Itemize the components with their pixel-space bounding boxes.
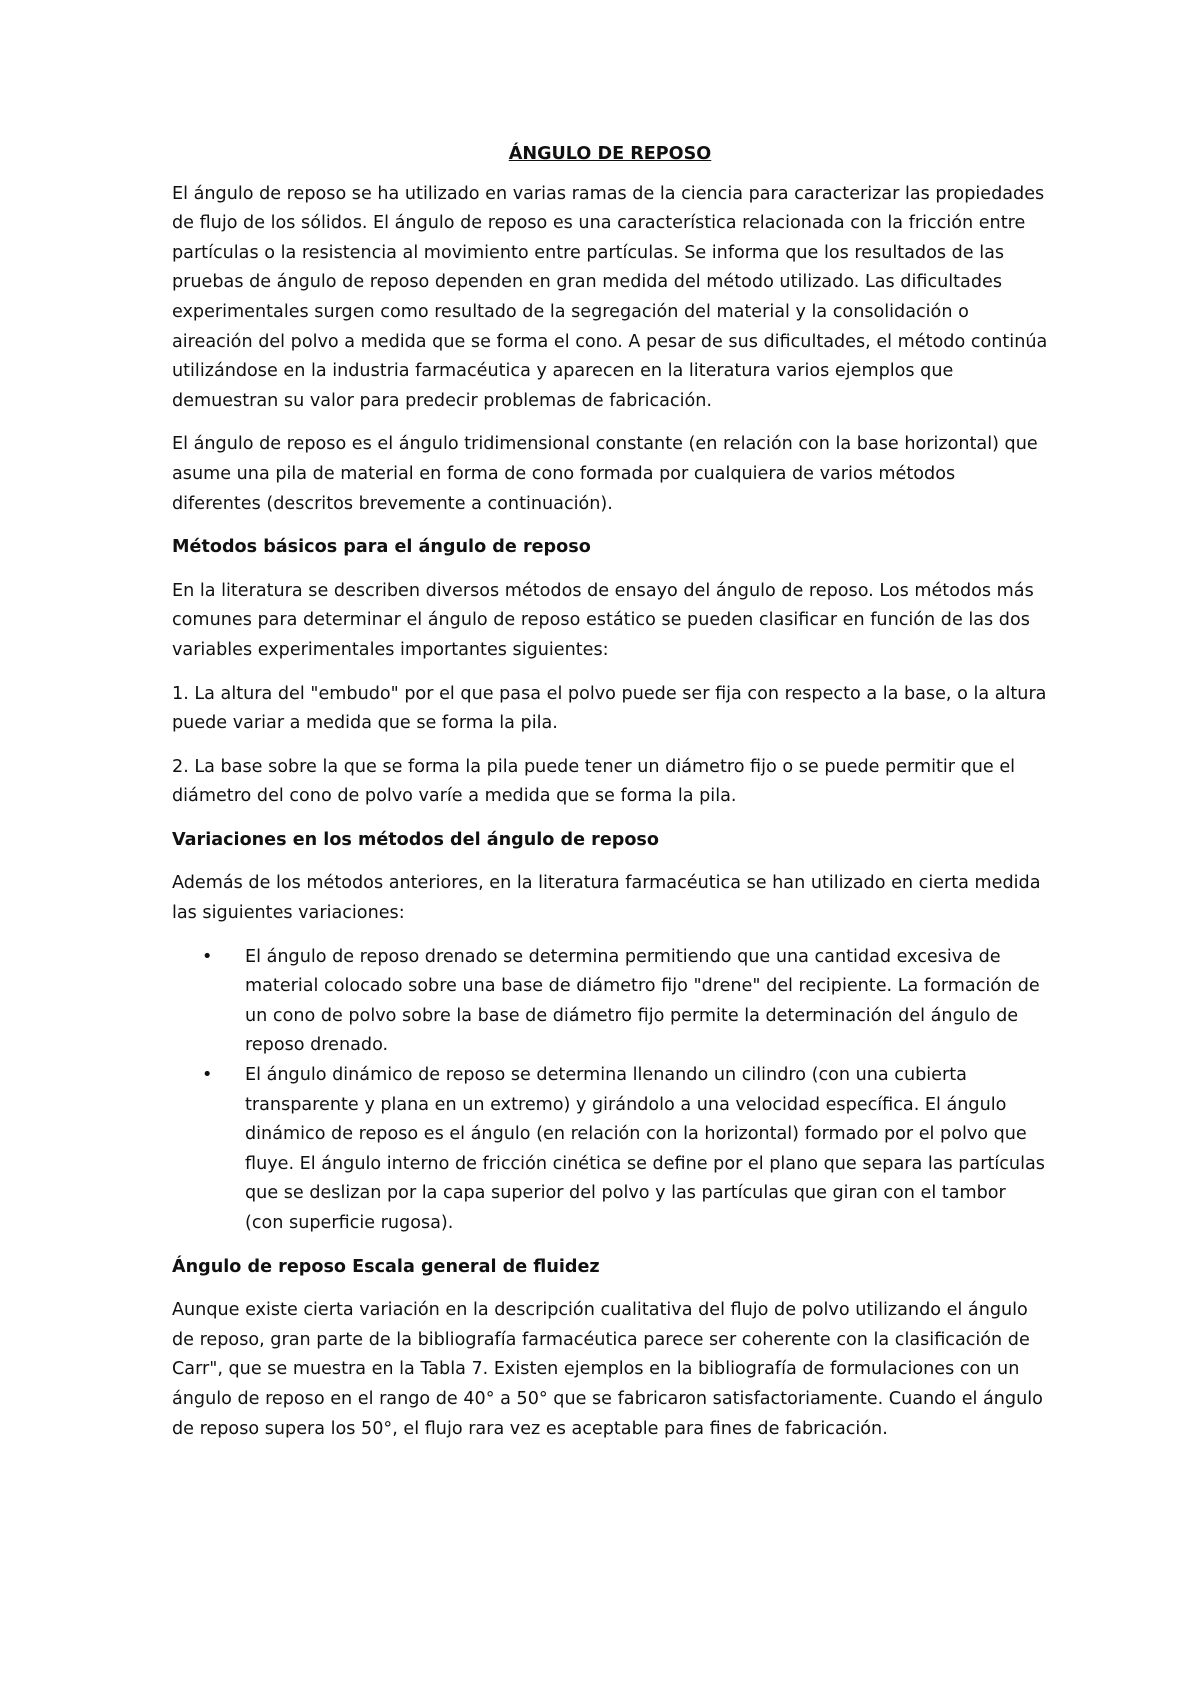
flowability-paragraph: Aunque existe cierta variación en la descripción cualitativa del flujo de polvo utilizando el ángulo de reposo, gran parte de la bibliografía farmacéutica parece ser coherente con la clasificación de Carr", que se muestra en la Tabla 7. Existen ejemplos en la bibliografía de formulaciones con un ángulo de reposo en el rango de 40° a 50° que se fabricaron satisfactoriamente. Cuando el ángulo de reposo supera los 50°, el flujo rara vez es aceptable para fines de fabricación. (172, 1300, 1043, 1439)
bullet-text: El ángulo dinámico de reposo se determina llenando un cilindro (con una cubierta transparente y plana en un extremo) y girándolo a una velocidad específica. El ángulo dinámico de reposo es el ángulo (en relación con la horizontal) formado por el polvo que fluye. El ángulo interno de fricción cinética se define por el plano que separa las partículas que se deslizan por la capa superior del polvo y las partículas que giran con el tambor (con superficie rugosa). (245, 1065, 1045, 1233)
document-body (172, 140, 1048, 1458)
numbered-item-2: 2. La base sobre la que se forma la pila puede tener un diámetro fijo o se puede permitir que el diámetro del cono de polvo varíe a medida que se forma la pila. (172, 756, 1016, 807)
bullet-icon: • (202, 946, 213, 967)
page-title: ÁNGULO DE REPOSO (508, 144, 712, 164)
intro-paragraph-1: El ángulo de reposo se ha utilizado en varias ramas de la ciencia para caracterizar las propiedades de flujo de los sólidos. El ángulo de reposo es una característica relacionada con la fricción entre partículas o la resistencia al movimiento entre partículas. Se informa que los resultados de las pruebas de ángulo de reposo dependen en gran medida del método utilizado. Las dificultades experimentales surgen como resultado de la segregación del material y la consolidación o aireación del polvo a medida que se forma el cono. A pesar de sus dificultades, el método continúa utilizándose en la industria farmacéutica y aparecen en la literatura varios ejemplos que demuestran su valor para predecir problemas de fabricación. (172, 183, 1048, 411)
section-heading-variations: Variaciones en los métodos del ángulo de reposo (172, 829, 659, 850)
basic-methods-paragraph: En la literatura se describen diversos métodos de ensayo del ángulo de reposo. Los métodos más comunes para determinar el ángulo de reposo estático se pueden clasificar en función de las dos variables experimentales importantes siguientes: (172, 580, 1034, 660)
bullet-text: El ángulo de reposo drenado se determina permitiendo que una cantidad excesiva de material colocado sobre una base de diámetro fijo "drene" del recipiente. La formación de un cono de polvo sobre la base de diámetro fijo permite la determinación del ángulo de reposo drenado. (245, 946, 1040, 1056)
section-heading-basic-methods: Métodos básicos para el ángulo de reposo (172, 537, 591, 558)
variations-bullet-list (172, 943, 1048, 1239)
variations-intro-paragraph: Además de los métodos anteriores, en la literatura farmacéutica se han utilizado en cierta medida las siguientes variaciones: (172, 873, 1041, 924)
intro-paragraph-2: El ángulo de reposo es el ángulo tridimensional constante (en relación con la base horizontal) que asume una pila de material en forma de cono formada por cualquiera de varios métodos diferentes (descritos brevemente a continuación). (172, 434, 1038, 514)
bullet-item-drained-angle (172, 943, 1048, 1061)
numbered-item-1: 1. La altura del "embudo" por el que pasa el polvo puede ser fija con respecto a la base, o la altura puede variar a medida que se forma la pila. (172, 683, 1047, 734)
bullet-item-dynamic-angle (172, 1061, 1048, 1239)
bullet-icon: • (202, 1065, 213, 1086)
section-heading-flowability-scale: Ángulo de reposo Escala general de fluidez (172, 1256, 600, 1277)
